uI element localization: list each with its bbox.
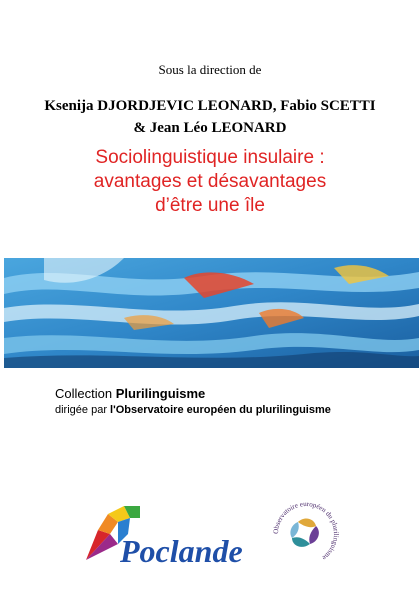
title-line-2: avantages et désavantages <box>93 171 327 192</box>
cover-illustration <box>4 258 419 368</box>
authors-line-2: & Jean Léo LEONARD <box>133 120 287 136</box>
collection-name: Plurilinguisme <box>115 386 206 401</box>
poclande-logo <box>78 500 248 572</box>
book-title <box>0 146 420 218</box>
directed-prefix: dirigée par <box>55 404 111 416</box>
collection-prefix: Collection <box>55 386 116 401</box>
seal-ring-text: Observatoire européen du plurilinguisme <box>271 499 341 562</box>
directed-org: l'Observatoire européen du plurilinguisme <box>110 404 331 416</box>
collection-line <box>55 386 205 401</box>
publisher-name-text: Poclande <box>120 533 243 569</box>
authors-block <box>0 95 420 139</box>
direction-label: Sous la direction de <box>158 62 262 77</box>
authors-line-1: Ksenija DJORDJEVIC LEONARD, Fabio SCETTI <box>44 98 376 114</box>
title-line-3: d’être une île <box>155 195 265 216</box>
observatory-seal <box>268 496 344 572</box>
directed-line <box>55 404 331 416</box>
title-line-1: Sociolinguistique insulaire : <box>95 147 325 168</box>
seal-center-icon <box>290 519 318 547</box>
